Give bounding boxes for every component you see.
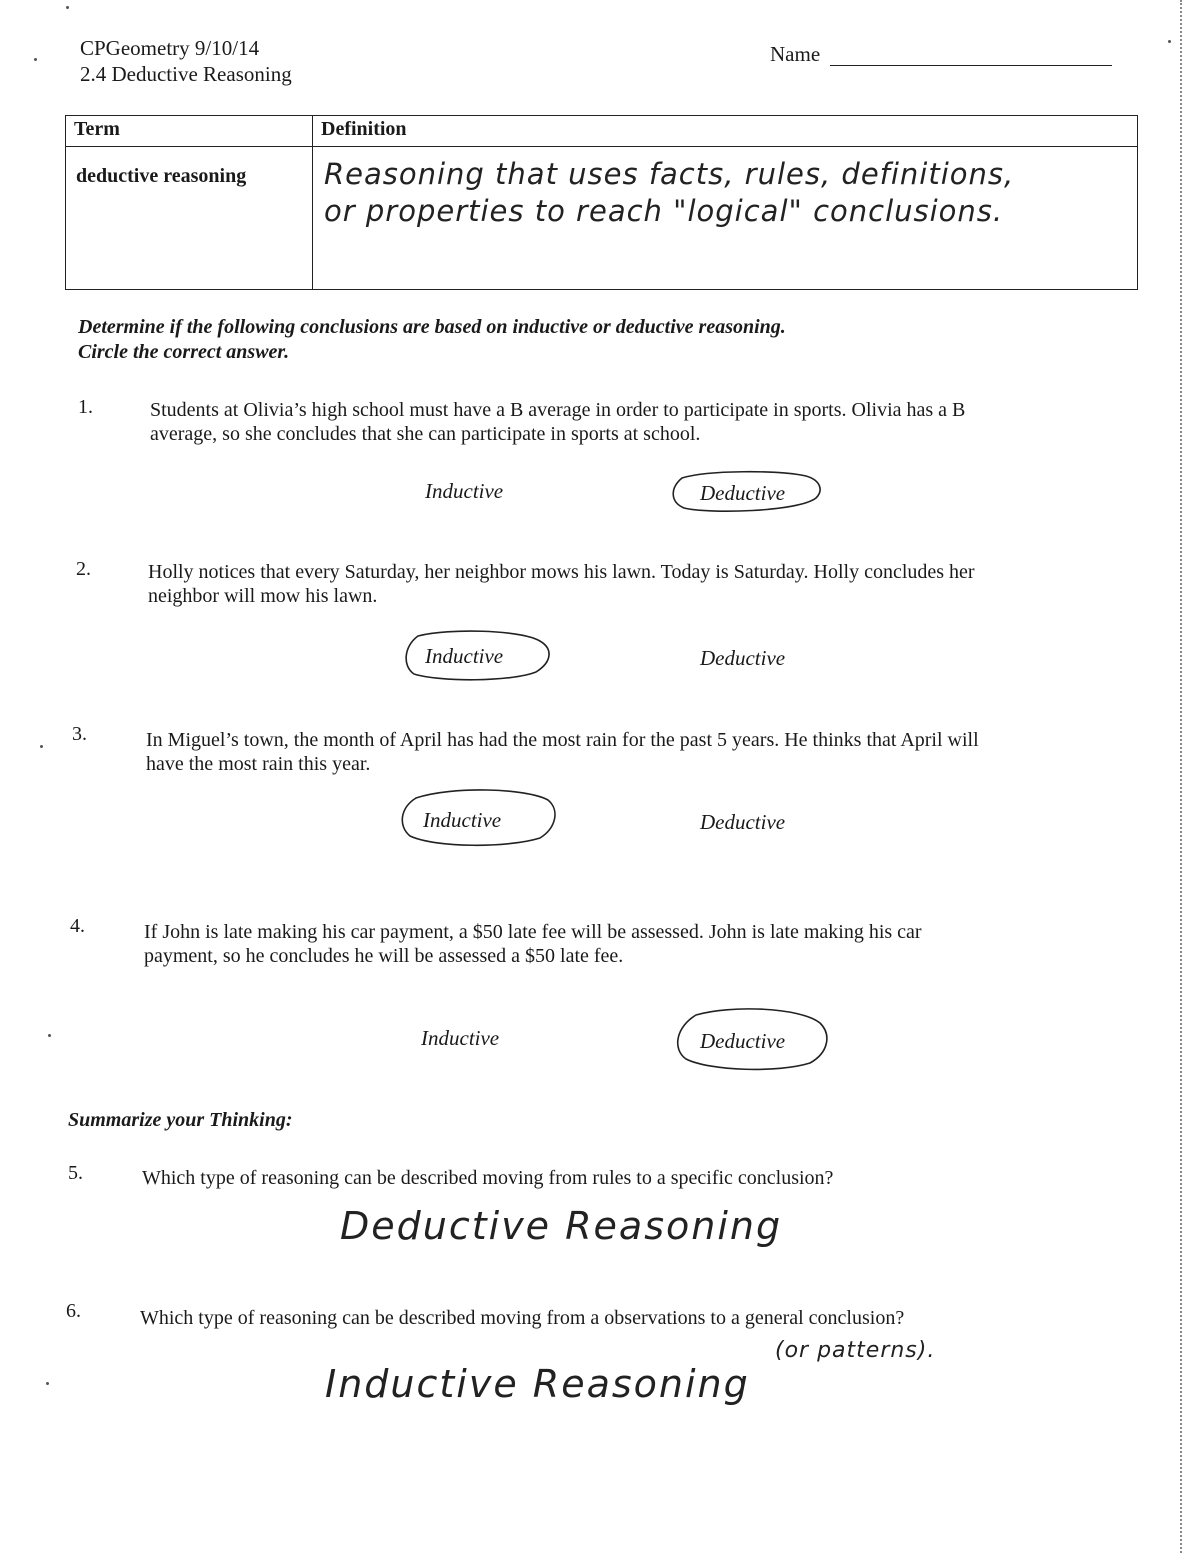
choice-deductive[interactable]: Deductive [700, 481, 786, 505]
answer-handwritten: Deductive Reasoning [340, 1204, 783, 1248]
question-text [144, 920, 1119, 968]
choice-deductive[interactable]: Deductive [700, 646, 786, 670]
name-label: Name [770, 42, 821, 66]
question-number: 1. [78, 396, 93, 418]
question-number: 3. [72, 723, 87, 745]
question-text-line: Holly notices that every Saturday, her neighbor mows his lawn. Today is Saturday. Holly concludes her [148, 561, 975, 583]
question-text [148, 560, 1123, 608]
question-text [150, 398, 1125, 446]
definition-cell [313, 147, 1138, 290]
question-text-line: Students at Olivia’s high school must have a B average in order to participate in sports. Olivia has a B [150, 399, 966, 421]
course-date: CPGeometry 9/10/14 [80, 36, 260, 60]
answer-circle [400, 628, 560, 684]
choice-inductive[interactable]: Inductive [425, 644, 504, 668]
choice-deductive[interactable]: Deductive [700, 810, 786, 834]
question-text-line: payment, so he concludes he will be assessed a $50 late fee. [144, 945, 624, 967]
question-text-line: neighbor will mow his lawn. [148, 585, 378, 607]
question-text-line: If John is late making his car payment, a $50 late fee will be assessed. John is late making his car [144, 921, 922, 943]
question-text-line: In Miguel’s town, the month of April has had the most rain for the past 5 years. He thinks that April will [146, 729, 979, 751]
definition-table [65, 115, 1138, 290]
name-blank-line[interactable] [830, 65, 1112, 66]
scan-edge-line [1180, 0, 1184, 1553]
question-text: Which type of reasoning can be described moving from a observations to a general conclusion? [140, 1307, 905, 1329]
choice-deductive[interactable]: Deductive [700, 1029, 786, 1053]
answer-circle [668, 468, 828, 518]
term-header: Term [66, 116, 313, 147]
choice-inductive[interactable]: Inductive [425, 479, 504, 503]
question-number: 5. [68, 1162, 83, 1184]
scan-speck [34, 58, 37, 61]
answer-circle [670, 1005, 835, 1075]
answer-handwritten: Inductive Reasoning [325, 1362, 750, 1406]
scan-speck [66, 6, 69, 9]
question-text-line: average, so she concludes that she can participate in sports at school. [150, 423, 701, 445]
instructions-line1: Determine if the following conclusions are based on inductive or deductive reasoning. [78, 316, 786, 338]
question-text [146, 728, 1121, 776]
instructions-line2: Circle the correct answer. [78, 341, 290, 363]
summary-heading: Summarize your Thinking: [68, 1109, 293, 1131]
definition-handwritten-line2: or properties to reach "logical" conclusions. [324, 194, 1004, 228]
question-number: 4. [70, 915, 85, 937]
choice-inductive[interactable]: Inductive [423, 808, 502, 832]
definition-handwritten-line1: Reasoning that uses facts, rules, definitions, [324, 157, 1015, 191]
lesson-title: 2.4 Deductive Reasoning [80, 62, 292, 86]
question-text: Which type of reasoning can be described moving from rules to a specific conclusion? [142, 1167, 834, 1189]
scan-speck [48, 1034, 51, 1037]
scan-speck [46, 1382, 49, 1385]
answer-circle [396, 784, 566, 850]
question-number: 2. [76, 558, 91, 580]
question-number: 6. [66, 1300, 81, 1322]
answer-note-handwritten: (or patterns). [775, 1338, 936, 1363]
definition-header: Definition [313, 116, 1138, 147]
question-text-line: have the most rain this year. [146, 753, 371, 775]
term-cell: deductive reasoning [66, 147, 313, 290]
scan-speck [40, 745, 43, 748]
choice-inductive[interactable]: Inductive [421, 1026, 500, 1050]
scan-speck [1168, 40, 1171, 43]
